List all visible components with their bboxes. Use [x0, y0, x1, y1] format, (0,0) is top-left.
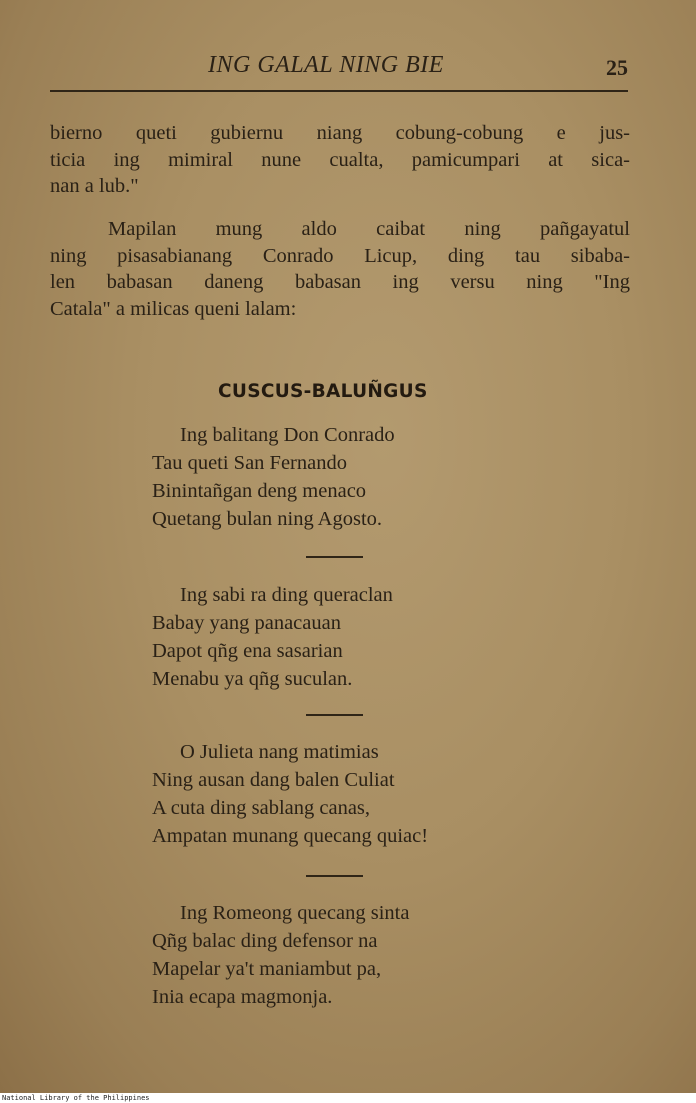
- verse-line: Ning ausan dang balen Culiat: [152, 769, 395, 791]
- paragraph-line: ning pisasabianang Conrado Licup, ding tau sibaba-: [50, 244, 630, 267]
- stanza-4: [152, 899, 572, 1011]
- paragraph-1: [50, 120, 630, 200]
- paragraph-line: bierno queti gubiernu niang cobung-cobung e jus-: [50, 122, 630, 144]
- verse-line: Babay yang panacauan: [152, 612, 341, 634]
- verse-line: Quetang bulan ning Agosto.: [152, 508, 383, 530]
- stanza-divider: [306, 556, 363, 558]
- verse-line: Ing balitang Don Conrado: [180, 424, 395, 446]
- stanza-divider: [306, 875, 363, 877]
- page-number: 25: [606, 55, 628, 80]
- verse-line: Dapot qñg ena sasarian: [152, 640, 343, 662]
- paragraph-line: Catala" a milicas queni lalam:: [50, 297, 297, 320]
- verse-line: Ampatan munang quecang quiac!: [152, 825, 429, 847]
- verse-line: O Julieta nang matimias: [180, 741, 379, 763]
- stanza-3: [152, 738, 572, 850]
- verse-line: Ing Romeong quecang sinta: [180, 902, 410, 924]
- footer-credit: National Library of the Philippines: [2, 1094, 150, 1102]
- paragraph-line: Mapilan mung aldo caibat ning pañgayatul: [108, 218, 630, 240]
- paragraph-line: nan a lub.": [50, 175, 139, 197]
- verse-line: Ing sabi ra ding queraclan: [180, 584, 393, 606]
- paragraph-line: ticia ing mimiral nune cualta, pamicumpari at sica-: [50, 148, 630, 171]
- poem-title: CUSCUS-BALUÑGUS: [218, 381, 428, 402]
- header-rule: [50, 90, 628, 92]
- stanza-2: [152, 581, 572, 693]
- stanza-divider: [306, 714, 363, 716]
- paragraph-line: len babasan daneng babasan ing versu ning "Ing: [50, 271, 630, 293]
- verse-line: Qñg balac ding defensor na: [152, 930, 378, 952]
- verse-line: Inia ecapa magmonja.: [152, 986, 333, 1008]
- stanza-1: [152, 421, 572, 533]
- verse-line: A cuta ding sablang canas,: [152, 797, 371, 819]
- verse-line: Tau queti San Fernando: [152, 452, 347, 474]
- verse-line: Menabu ya qñg suculan.: [152, 668, 353, 690]
- paragraph-2: [50, 216, 630, 322]
- verse-line: Mapelar ya't maniambut pa,: [152, 958, 382, 980]
- verse-line: Binintañgan deng menaco: [152, 480, 367, 502]
- running-head-title: ING GALAL NING BIE: [208, 52, 444, 78]
